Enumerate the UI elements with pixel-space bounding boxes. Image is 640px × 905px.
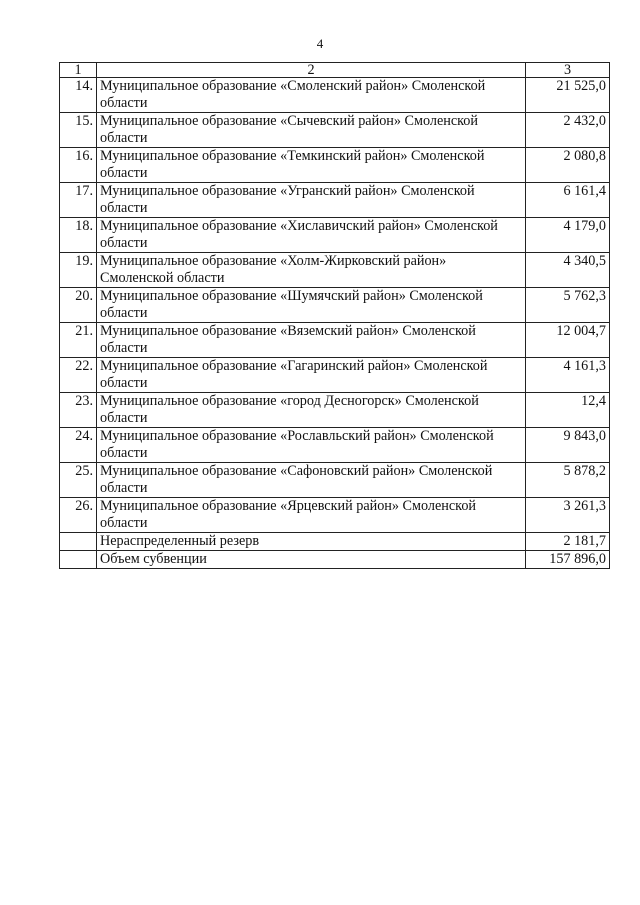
subsidy-value: 5 878,2 bbox=[526, 463, 610, 498]
row-number: 25. bbox=[60, 463, 97, 498]
subsidy-table bbox=[59, 62, 610, 569]
row-number: 20. bbox=[60, 288, 97, 323]
municipality-name: Муниципальное образование «Шумячский район» Смоленской области bbox=[97, 288, 526, 323]
row-number: 19. bbox=[60, 253, 97, 288]
table-row bbox=[60, 218, 610, 253]
row-number: 18. bbox=[60, 218, 97, 253]
row-number: 15. bbox=[60, 113, 97, 148]
table-row bbox=[60, 288, 610, 323]
row-number-empty bbox=[60, 533, 97, 551]
municipality-name: Муниципальное образование «Рославльский район» Смоленской области bbox=[97, 428, 526, 463]
subsidy-value: 2 080,8 bbox=[526, 148, 610, 183]
subsidy-value: 9 843,0 bbox=[526, 428, 610, 463]
header-col-1: 1 bbox=[60, 63, 97, 78]
row-number: 16. bbox=[60, 148, 97, 183]
row-number: 26. bbox=[60, 498, 97, 533]
subsidy-value: 3 261,3 bbox=[526, 498, 610, 533]
table-row bbox=[60, 463, 610, 498]
table-row bbox=[60, 183, 610, 218]
subsidy-value: 6 161,4 bbox=[526, 183, 610, 218]
table-row bbox=[60, 113, 610, 148]
row-number: 22. bbox=[60, 358, 97, 393]
municipality-name: Муниципальное образование «Ярцевский район» Смоленской области bbox=[97, 498, 526, 533]
subsidy-value: 21 525,0 bbox=[526, 78, 610, 113]
total-row-label: Объем субвенции bbox=[97, 551, 526, 569]
reserve-row bbox=[60, 533, 610, 551]
table-row bbox=[60, 358, 610, 393]
subsidy-value: 4 179,0 bbox=[526, 218, 610, 253]
table-row bbox=[60, 428, 610, 463]
subsidy-value: 4 340,5 bbox=[526, 253, 610, 288]
table-row bbox=[60, 393, 610, 428]
municipality-name: Муниципальное образование «Смоленский район» Смоленской области bbox=[97, 78, 526, 113]
subsidy-value: 4 161,3 bbox=[526, 358, 610, 393]
municipality-name: Муниципальное образование «Темкинский район» Смоленской области bbox=[97, 148, 526, 183]
subsidy-value: 12,4 bbox=[526, 393, 610, 428]
table-row bbox=[60, 78, 610, 113]
row-number: 17. bbox=[60, 183, 97, 218]
subsidy-value: 5 762,3 bbox=[526, 288, 610, 323]
row-number: 14. bbox=[60, 78, 97, 113]
subsidy-value: 2 432,0 bbox=[526, 113, 610, 148]
row-number: 24. bbox=[60, 428, 97, 463]
municipality-name: Муниципальное образование «Сычевский район» Смоленской области bbox=[97, 113, 526, 148]
reserve-row-value: 2 181,7 bbox=[526, 533, 610, 551]
subsidy-value: 12 004,7 bbox=[526, 323, 610, 358]
total-row bbox=[60, 551, 610, 569]
table-row bbox=[60, 323, 610, 358]
row-number: 21. bbox=[60, 323, 97, 358]
row-number-empty bbox=[60, 551, 97, 569]
municipality-name: Муниципальное образование «Хиславичский район» Смоленской области bbox=[97, 218, 526, 253]
table-header-row bbox=[60, 63, 610, 78]
row-number: 23. bbox=[60, 393, 97, 428]
table-row bbox=[60, 498, 610, 533]
municipality-name: Муниципальное образование «Сафоновский район» Смоленской области bbox=[97, 463, 526, 498]
total-row-value: 157 896,0 bbox=[526, 551, 610, 569]
reserve-row-label: Нераспределенный резерв bbox=[97, 533, 526, 551]
table-row bbox=[60, 253, 610, 288]
page-number: 4 bbox=[316, 36, 324, 51]
header-col-2: 2 bbox=[97, 63, 526, 78]
municipality-name: Муниципальное образование «Угранский район» Смоленской области bbox=[97, 183, 526, 218]
municipality-name: Муниципальное образование «Гагаринский район» Смоленской области bbox=[97, 358, 526, 393]
header-col-3: 3 bbox=[526, 63, 610, 78]
municipality-name: Муниципальное образование «Холм-Жирковский район» Смоленской области bbox=[97, 253, 526, 288]
municipality-name: Муниципальное образование «город Десногорск» Смоленской области bbox=[97, 393, 526, 428]
table-row bbox=[60, 148, 610, 183]
municipality-name: Муниципальное образование «Вяземский район» Смоленской области bbox=[97, 323, 526, 358]
